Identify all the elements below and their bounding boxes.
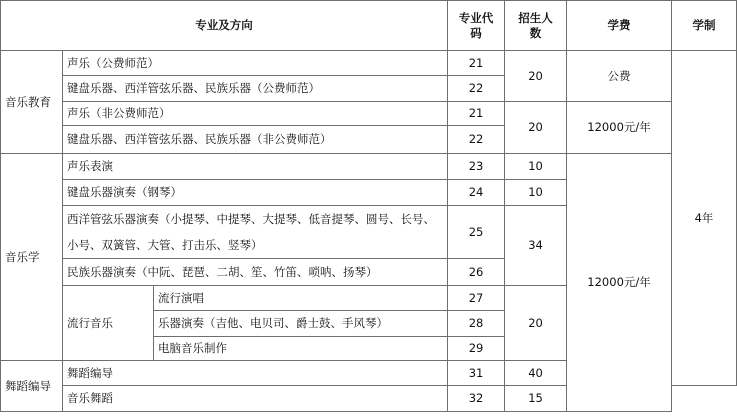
enroll-cell: 34 xyxy=(505,206,567,286)
direction-cell: 音乐舞蹈 xyxy=(63,386,448,412)
group-music-education: 音乐教育 xyxy=(1,51,63,154)
enroll-cell: 10 xyxy=(505,180,567,206)
header-enroll xyxy=(505,1,567,51)
code-cell: 25 xyxy=(448,206,505,259)
code-cell: 27 xyxy=(448,286,505,311)
fee-cell: 公费 xyxy=(567,51,672,102)
code-cell: 24 xyxy=(448,180,505,206)
header-years: 学制 xyxy=(672,1,737,51)
fee-cell: 12000元/年 xyxy=(567,102,672,154)
header-code xyxy=(448,1,505,51)
table-row xyxy=(1,102,737,126)
header-major: 专业及方向 xyxy=(1,1,448,51)
header-row xyxy=(1,1,737,51)
table-row xyxy=(1,51,737,76)
enroll-cell: 20 xyxy=(505,102,567,154)
direction-cell: 键盘乐器、西洋管弦乐器、民族乐器（公费师范） xyxy=(63,76,448,102)
code-cell: 22 xyxy=(448,76,505,102)
header-code-line1: 专业代 xyxy=(458,10,494,25)
code-cell: 21 xyxy=(448,102,505,126)
direction-cell: 电脑音乐制作 xyxy=(154,337,448,361)
code-cell: 31 xyxy=(448,361,505,386)
direction-cell: 乐器演奏（吉他、电贝司、爵士鼓、手风琴） xyxy=(154,311,448,337)
direction-cell: 声乐（非公费师范） xyxy=(63,102,448,126)
direction-cell: 声乐表演 xyxy=(63,154,448,180)
duration-cell: 4年 xyxy=(672,51,737,386)
direction-cell: 民族乐器演奏（中阮、琵琶、二胡、笙、竹笛、唢呐、扬琴） xyxy=(63,259,448,286)
direction-cell: 键盘乐器演奏（钢琴） xyxy=(63,180,448,206)
header-fee: 学费 xyxy=(567,1,672,51)
subgroup-pop-music: 流行音乐 xyxy=(63,286,154,361)
table-row xyxy=(1,154,737,180)
enroll-cell: 10 xyxy=(505,154,567,180)
enroll-cell: 15 xyxy=(505,386,567,412)
enroll-cell: 20 xyxy=(505,286,567,361)
direction-cell: 流行演唱 xyxy=(154,286,448,311)
group-musicology: 音乐学 xyxy=(1,154,63,361)
direction-cell: 舞蹈编导 xyxy=(63,361,448,386)
header-code-line2: 码 xyxy=(470,25,482,40)
enroll-cell: 40 xyxy=(505,361,567,386)
code-cell: 29 xyxy=(448,337,505,361)
fee-cell: 12000元/年 xyxy=(567,154,672,412)
code-cell: 26 xyxy=(448,259,505,286)
header-enroll-line1: 招生人 xyxy=(518,10,553,25)
code-cell: 32 xyxy=(448,386,505,412)
enroll-cell: 20 xyxy=(505,51,567,102)
code-cell: 21 xyxy=(448,51,505,76)
group-dance: 舞蹈编导 xyxy=(1,361,63,412)
code-cell: 28 xyxy=(448,311,505,337)
direction-cell: 西洋管弦乐器演奏（小提琴、中提琴、大提琴、低音提琴、圆号、长号、小号、双簧管、大管、打击乐、竖琴） xyxy=(63,206,448,259)
code-cell: 22 xyxy=(448,126,505,154)
code-cell: 23 xyxy=(448,154,505,180)
direction-cell: 声乐（公费师范） xyxy=(63,51,448,76)
direction-cell: 键盘乐器、西洋管弦乐器、民族乐器（非公费师范） xyxy=(63,126,448,154)
header-enroll-line2: 数 xyxy=(529,25,542,40)
